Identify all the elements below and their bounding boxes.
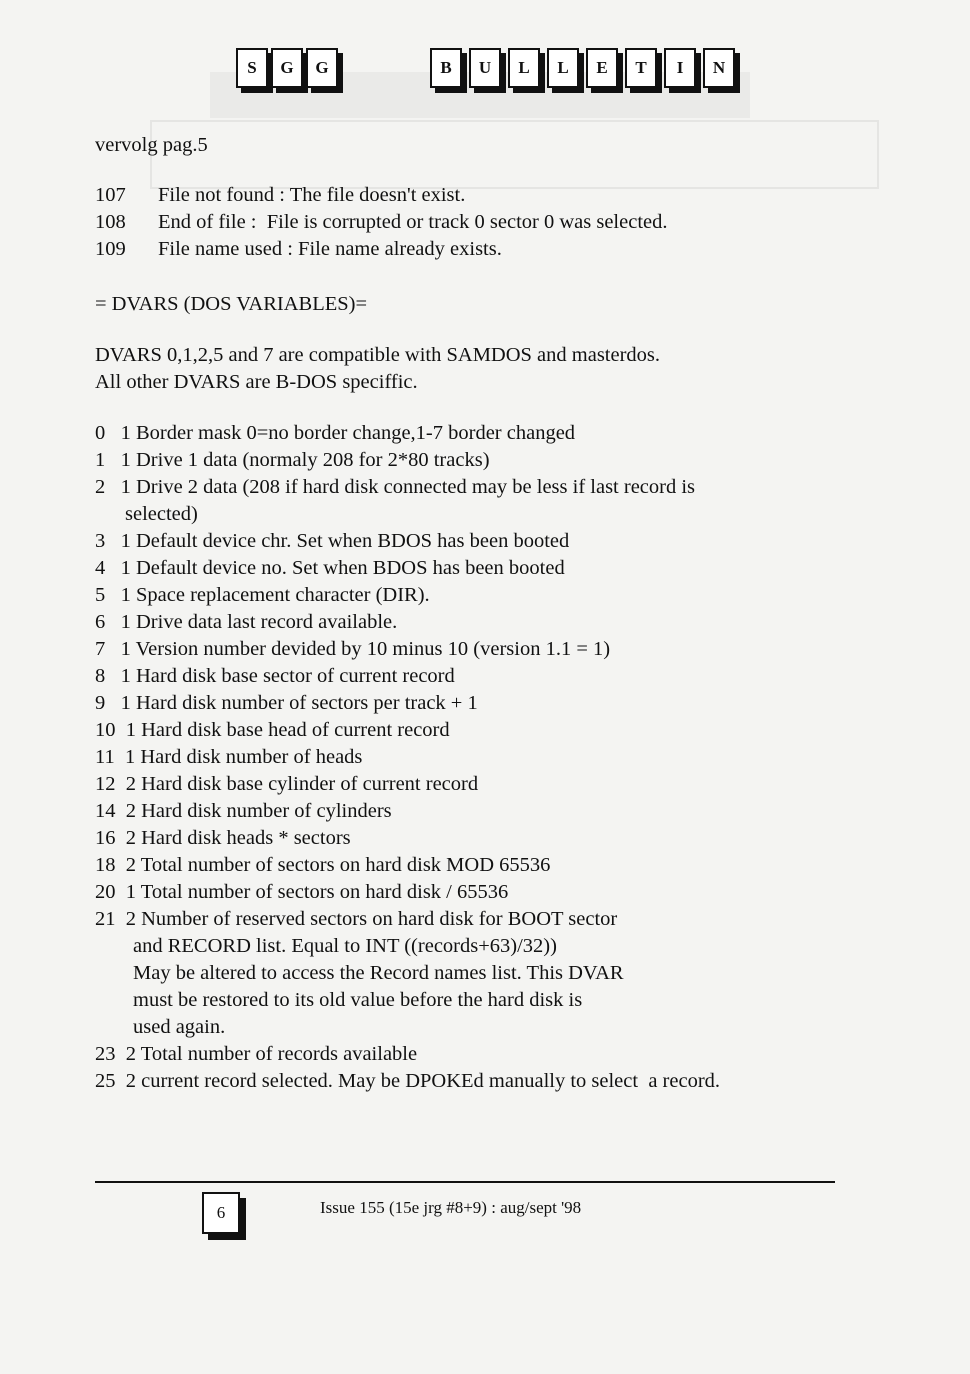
dvar-entry: 12 2 Hard disk base cylinder of current record [95, 773, 479, 795]
dvar-entry: 25 2 current record selected. May be DPOKEd manually to select a record. [95, 1070, 721, 1092]
page-number: 6 [202, 1192, 240, 1234]
masthead-letter: I [664, 48, 696, 88]
dvar-entry: 10 1 Hard disk base head of current record [95, 719, 450, 741]
dvar-entry: 7 1 Version number devided by 10 minus 10 (version 1.1 = 1) [95, 638, 611, 660]
masthead-letter: B [430, 48, 462, 88]
dvar-entry: 20 1 Total number of sectors on hard disk / 65536 [95, 881, 509, 903]
dvar-entry: 6 1 Drive data last record available. [95, 611, 398, 633]
dvar-list [95, 420, 895, 1095]
error-row [95, 209, 895, 236]
dvar-continuation: and RECORD list. Equal to INT ((records+63)/32)) [133, 935, 557, 957]
dvar-entry: 4 1 Default device no. Set when BDOS has been booted [95, 557, 565, 579]
intro-line: All other DVARS are B-DOS speciffic. [95, 371, 418, 393]
dvar-entry: 0 1 Border mask 0=no border change,1-7 border changed [95, 422, 576, 444]
error-code: 108 [95, 211, 126, 233]
dvar-entry: 9 1 Hard disk number of sectors per track + 1 [95, 692, 478, 714]
error-row [95, 236, 895, 263]
footer-rule [95, 1181, 835, 1183]
dvar-entry: 21 2 Number of reserved sectors on hard disk for BOOT sector [95, 908, 618, 930]
dvar-entry: 16 2 Hard disk heads * sectors [95, 827, 351, 849]
dvar-entry: 2 1 Drive 2 data (208 if hard disk connected may be less if last record is [95, 476, 696, 498]
masthead-letter: G [271, 48, 303, 88]
dvar-continuation: must be restored to its old value before the hard disk is [133, 989, 583, 1011]
dvar-entry: 14 2 Hard disk number of cylinders [95, 800, 392, 822]
masthead-letter: G [306, 48, 338, 88]
dvar-entry: 18 2 Total number of sectors on hard disk MOD 65536 [95, 854, 551, 876]
error-text: File name used : File name already exists. [158, 238, 502, 260]
dvars-heading: = DVARS (DOS VARIABLES)= [95, 293, 368, 315]
issue-line: Issue 155 (15e jrg #8+9) : aug/sept '98 [320, 1198, 582, 1217]
error-row [95, 182, 895, 209]
dvar-continuation: May be altered to access the Record names list. This DVAR [133, 962, 624, 984]
dvar-entry: 8 1 Hard disk base sector of current record [95, 665, 455, 687]
error-list [95, 182, 895, 263]
masthead-letter: E [586, 48, 618, 88]
masthead-letter: T [625, 48, 657, 88]
error-code: 107 [95, 184, 126, 206]
continued-note: vervolg pag.5 [95, 134, 208, 156]
dvar-continuation: selected) [125, 503, 198, 525]
dvar-entry: 1 1 Drive 1 data (normaly 208 for 2*80 tracks) [95, 449, 490, 471]
dvar-entry: 3 1 Default device chr. Set when BDOS has been booted [95, 530, 570, 552]
masthead-letter: N [703, 48, 735, 88]
dvar-entry: 23 2 Total number of records available [95, 1043, 418, 1065]
dvar-entry: 11 1 Hard disk number of heads [95, 746, 363, 768]
intro-line: DVARS 0,1,2,5 and 7 are compatible with SAMDOS and masterdos. [95, 344, 661, 366]
error-code: 109 [95, 238, 126, 260]
error-text: File not found : The file doesn't exist. [158, 184, 466, 206]
error-text: End of file : File is corrupted or track 0 sector 0 was selected. [158, 211, 668, 233]
masthead-letter: S [236, 48, 268, 88]
dvar-entry: 5 1 Space replacement character (DIR). [95, 584, 430, 606]
article-body [95, 132, 895, 1095]
dvar-continuation: used again. [133, 1016, 226, 1038]
masthead-letter: L [547, 48, 579, 88]
masthead-letter: L [508, 48, 540, 88]
masthead-letter: U [469, 48, 501, 88]
masthead [0, 48, 970, 108]
